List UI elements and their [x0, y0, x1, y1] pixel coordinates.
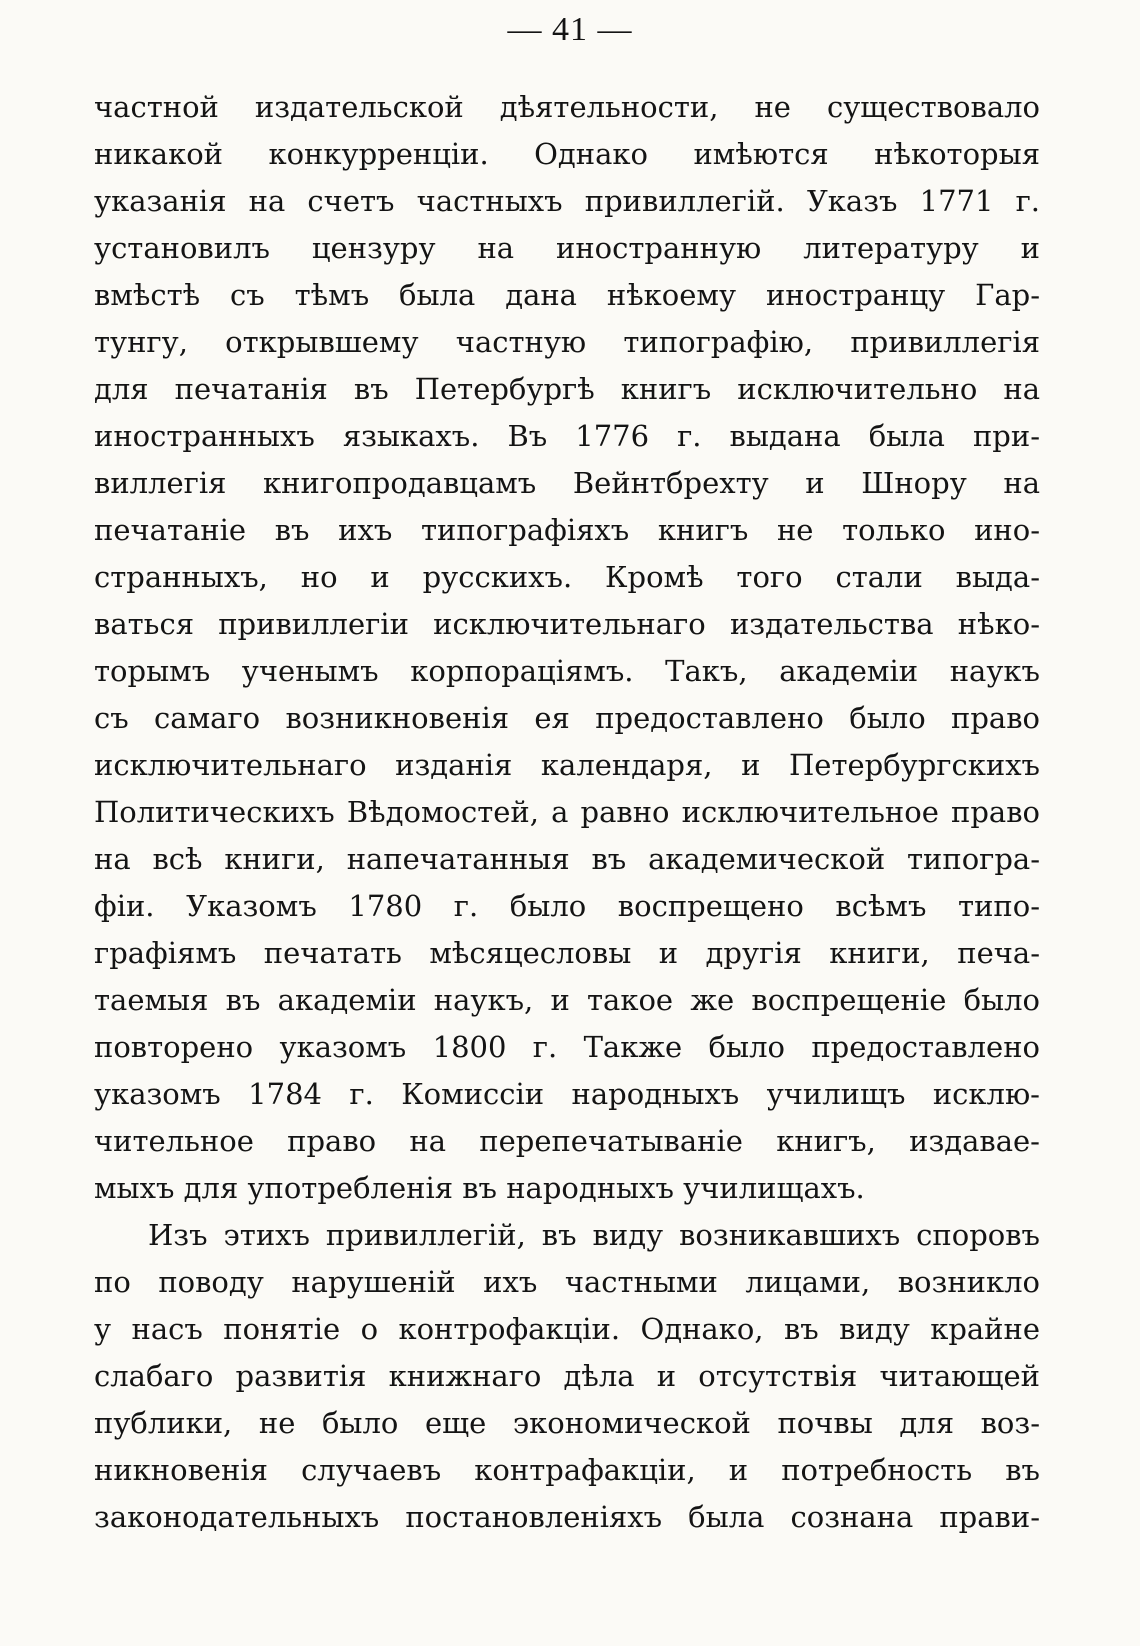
text-line: по поводу нарушеній ихъ частными лицами, возникло: [94, 1265, 1040, 1299]
text-line: у насъ понятіе о контрофакціи. Однако, въ виду крайне: [94, 1312, 1040, 1346]
body-text: [94, 84, 1040, 1541]
text-line: исключительнаго изданія календаря, и Петербургскихъ: [94, 748, 1040, 782]
text-line: странныхъ, но и русскихъ. Кромѣ того стали выда-: [94, 560, 1040, 594]
text-line: вмѣстѣ съ тѣмъ была дана нѣкоему иностранцу Гар-: [94, 278, 1040, 312]
text-line: никакой конкурренціи. Однако имѣются нѣкоторыя: [94, 137, 1040, 171]
text-line: ваться привиллегіи исключительнаго издательства нѣко-: [94, 607, 1040, 641]
text-line: печатаніе въ ихъ типографіяхъ книгъ не только ино-: [94, 513, 1040, 547]
text-line: частной издательской дѣятельности, не существовало: [94, 90, 1040, 124]
text-line: съ самаго возникновенія ея предоставлено было право: [94, 701, 1040, 735]
text-line: публики, не было еще экономической почвы для воз-: [94, 1406, 1040, 1440]
text-line: торымъ ученымъ корпораціямъ. Такъ, академіи наукъ: [94, 654, 1040, 688]
paragraph-2: [94, 1212, 1040, 1541]
text-line: таемыя въ академіи наукъ, и такое же воспрещеніе было: [94, 983, 1040, 1017]
text-line: указомъ 1784 г. Комиссіи народныхъ училищъ исклю-: [94, 1077, 1040, 1111]
text-line: для печатанія въ Петербургѣ книгъ исключительно на: [94, 372, 1040, 406]
text-line: иностранныхъ языкахъ. Въ 1776 г. выдана была при-: [94, 419, 1040, 453]
text-line: Изъ этихъ привиллегій, въ виду возникавшихъ споровъ: [148, 1218, 1040, 1252]
text-line: повторено указомъ 1800 г. Также было предоставлено: [94, 1030, 1040, 1064]
text-line: чительное право на перепечатываніе книгъ, издавае-: [94, 1124, 1040, 1158]
paragraph-1: [94, 84, 1040, 1212]
text-line: фіи. Указомъ 1780 г. было воспрещено всѣмъ типо-: [94, 889, 1040, 923]
text-line: графіямъ печатать мѣсяцесловы и другія книги, печа-: [94, 936, 1040, 970]
page-number: — 41 —: [507, 11, 633, 48]
text-line: указанія на счетъ частныхъ привиллегій. Указъ 1771 г.: [94, 184, 1040, 218]
text-line: виллегія книгопродавцамъ Вейнтбрехту и Шнору на: [94, 466, 1040, 500]
text-line: на всѣ книги, напечатанныя въ академической типогра-: [94, 842, 1040, 876]
text-line: законодательныхъ постановленіяхъ была сознана прави-: [94, 1500, 1040, 1534]
text-line: никновенія случаевъ контрафакціи, и потребность въ: [94, 1453, 1040, 1487]
text-line: мыхъ для употребленія въ народныхъ училищахъ.: [94, 1171, 865, 1205]
text-line: тунгу, открывшему частную типографію, привиллегія: [94, 325, 1040, 359]
text-line: Политическихъ Вѣдомостей, а равно исключительное право: [94, 795, 1040, 829]
text-line: слабаго развитія книжнаго дѣла и отсутствія читающей: [94, 1359, 1040, 1393]
text-line: установилъ цензуру на иностранную литературу и: [94, 231, 1040, 265]
